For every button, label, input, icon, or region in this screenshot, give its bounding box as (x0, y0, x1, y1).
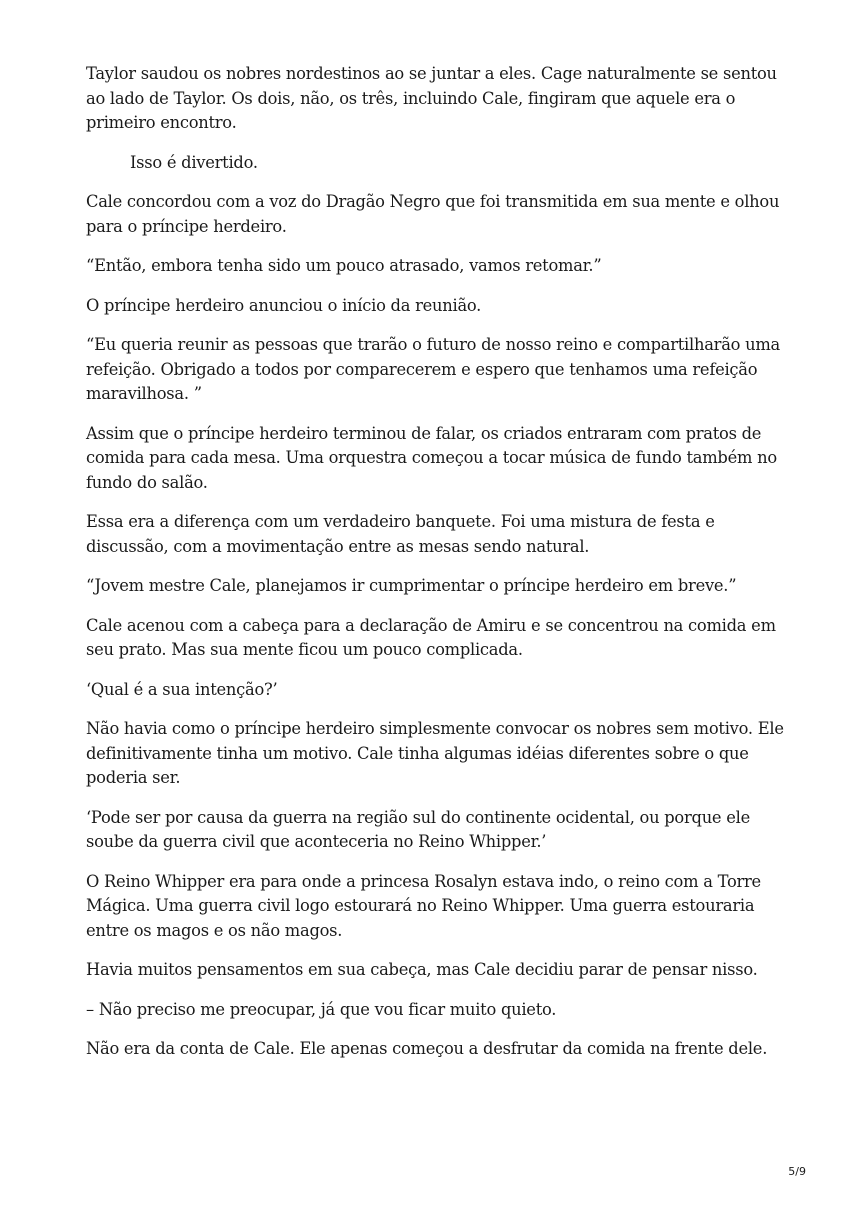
paragraph-many-thoughts: Havia muitos pensamentos em sua cabeça, mas Cale decidiu parar de pensar nisso. (86, 960, 758, 979)
paragraph-servants-enter: Assim que o príncipe herdeiro terminou de falar, os criados entraram com pratos de comida para cada mesa. Uma orquestra começou a tocar música de fundo também no fundo do salão. (86, 423, 777, 492)
paragraph-enjoy-food: Não era da conta de Cale. Ele apenas começou a desfrutar da comida na frente dele. (86, 1039, 768, 1058)
paragraph-banquet-difference: Essa era a diferença com um verdadeiro banquete. Foi uma mistura de festa e discussão, com a movimentação entre as mesas sendo natural. (86, 512, 715, 556)
paragraph-no-reason: Não havia como o príncipe herdeiro simplesmente convocar os nobres sem motivo. Ele definitivamente tinha um motivo. Cale tinha algumas idéias diferentes sobre o que poderia ser. (86, 719, 784, 787)
page-number: 5/9 (788, 1165, 806, 1178)
paragraph-prince-announces: O príncipe herdeiro anunciou o início da reunião. (86, 295, 482, 315)
paragraph-stay-quiet: – Não preciso me preocupar, já que vou ficar muito quieto. (86, 999, 557, 1019)
paragraph-prince-speech: “Eu queria reunir as pessoas que trarão o futuro de nosso reino e compartilharão uma refeição. Obrigado a todos por comparecerem e espero que tenhamos uma refeição maravilhosa. ” (86, 335, 781, 403)
paragraph-cale-nods: Cale acenou com a cabeça para a declaração de Amiru e se concentrou na comida em seu prato. Mas sua mente ficou um pouco complicada. (86, 615, 776, 659)
paragraph-amiru-quote: “Jovem mestre Cale, planejamos ir cumprimentar o príncipe herdeiro em breve.” (86, 576, 737, 595)
paragraph-cale-agrees: Cale concordou com a voz do Dragão Negro que foi transmitida em sua mente e olhou para o príncipe herdeiro. (86, 192, 780, 236)
document-body (86, 62, 792, 1077)
paragraph-whipper-kingdom: O Reino Whipper era para onde a princesa Rosalyn estava indo, o reino com a Torre Mágica. Uma guerra civil logo estourará no Reino Whipper. Uma guerra estouraria entre os magos e os não magos. (86, 871, 761, 940)
paragraph-war-thought: ‘Pode ser por causa da guerra na região sul do continente ocidental, ou porque ele soube da guerra civil que aconteceria no Reino Whipper.’ (86, 807, 750, 851)
paragraph-resume-quote: “Então, embora tenha sido um pouco atrasado, vamos retomar.” (86, 256, 602, 275)
paragraph-dragon-voice: Isso é divertido. (130, 152, 258, 172)
paragraph-intention-thought: ‘Qual é a sua intenção?’ (86, 679, 278, 699)
paragraph-taylor-greets: Taylor saudou os nobres nordestinos ao se juntar a eles. Cage naturalmente se sentou ao lado de Taylor. Os dois, não, os três, incluindo Cale, fingiram que aquele era o primeiro encontro. (86, 64, 777, 132)
